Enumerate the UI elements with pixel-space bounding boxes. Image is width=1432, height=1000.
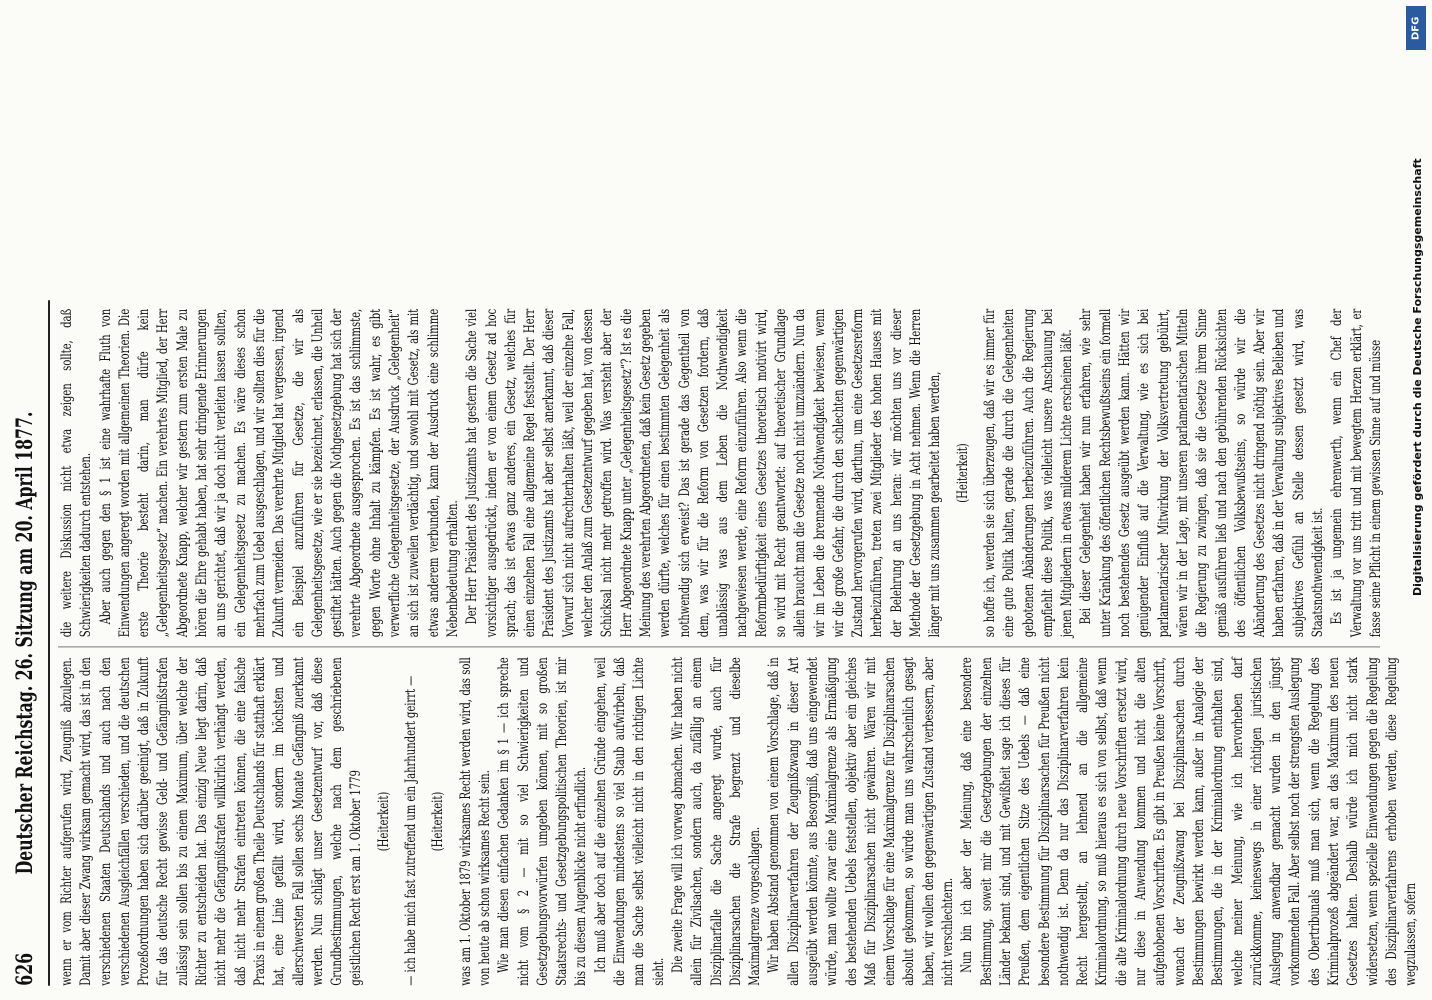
paragraph: Es ist ja ungemein ehrenwerth, wenn ein Chef der Verwaltung vor uns tritt und mit bewegtem Herzen erklärt, er fasse seine Pflicht in einem gewissen Sinne auf und müsse	[1329, 308, 1384, 638]
rotated-sheet	[0, 286, 1420, 1000]
page-number: 626	[12, 952, 38, 986]
dfg-logo: DFG	[1406, 6, 1426, 50]
interjection: (Heiterkeit)	[430, 791, 447, 852]
paragraph: Nun bin ich aber der Meinung, daß eine besondere Bestimmung, soweit mir die Gesetzgebungen der einzelnen Länder bekannt sind, und mit Gewißheit sage ich dieses für Preußen, dem eigentlichen Sitze des Uebels — daß eine besondere Bestimmung für Disziplinarsachen für Preußen nicht nothwendig ist. Denn da nur das Disziplinarverfahren kein Recht hergestellt, an lehnend an die allgemeine Kriminalordnung, so muß hieraus es sich von selbst, daß wenn die alte Kriminalordnung durch neue Vorschriften ersetzt wird, nur diese in Anwendung kommen und nicht die alten aufgehobenen Vorschriften. Es gibt in Preußen keine Vorschrift, wonach der Zeugnißzwang bei Disziplinarsachen durch Bestimmungen bewirkt werden kann, außer in Analogie der Bestimmungen, die in der Kriminalordnung enthalten sind, welche meiner Meinung, wie ich hervorheben darf zurückkomme, keineswegs in einer richtigen juristischen Auslegung anwendbar gemacht wurden in den jüngst vorkommenden Fall. Aber selbst noch der strengsten Auslegung des Obertribunals muß man sich, wenn die Regelung des Kriminalprozeß abgeändert war, an das Maximum des neuen Gesetzes halten. Deshalb würde ich mich nicht stark widersetzen, wenn spezielle Einwendungen gegen die Regelung des Disziplinarverfahrens erhoben werden, diese Regelung wegzulassen, sofern	[959, 657, 1420, 986]
paragraph: Wir haben Abstand genommen von einem Vorschlage, daß in allen Disziplinarverfahren der Zeugnißzwang in dieser Art ausgeübt werden könnte, aus Besorgniß, daß uns eingewendet würde, man wollte zwar eine Maximalgrenze als Ermäßigung des bestehenden Uebels feststellen, objektiv aber ein gleiches Maß für Disziplinarsachen nicht gewähren. Wären wir mit einem Vorschlage für eine Maximalgrenze für Disziplinarsachen absolut gekommen, so würde man uns wahrscheinlich gesagt haben, wir wollen den gegenwärtigen Zustand verbessern, aber nicht verschlechtern.	[766, 657, 957, 986]
header-rule	[48, 300, 50, 985]
page-header	[10, 300, 44, 985]
interjection: (Heiterkeit)	[375, 791, 392, 852]
page-title: Deutscher Reichstag. 26. Sitzung am 20. April 1877.	[12, 411, 38, 875]
right-column	[58, 308, 1384, 638]
digitization-sidebar	[1404, 0, 1430, 1000]
paragraph: so hoffe ich, werden sie sich überzeugen, daß wir es immer für eine gute Politik halten, gerade die durch die Gelegenheiten gebotenen Abänderungen herbeizuführen. Auch die Regierung empfiehlt diese Politik, was vielleicht unsere Anschauung bei jenen Mitgliedern in etwas milderem Lichte erscheinen läßt.	[981, 308, 1076, 638]
paragraph: Die zweite Frage will ich vorweg abmachen. Wir haben nicht allein für Zivilsachen, sondern auch, da zufällig an einem Disziplinarfalle die Sache angeregt wurde, auch für Disziplinarsachen die Strafe begrenzt und dieselbe Maximalgrenze vorgeschlagen.	[669, 657, 764, 986]
paragraph: Ich muß aber doch auf die einzelnen Gründe eingehen, weil die Einwendungen mindestens so viel Staub aufwirbeln, daß man die Sache selbst vielleicht nicht in den richtigen Lichte sieht.	[592, 657, 667, 986]
column-divider	[58, 647, 1380, 648]
interjection: (Heiterkeit)	[954, 443, 971, 503]
funding-credit: Digitalisierung gefördert durch die Deutsche Forschungsgemeinschaft	[1411, 158, 1424, 596]
paragraph: die weitere Diskussion nicht etwa zeigen sollte, daß Schwierigkeiten dadurch entstehen.	[59, 308, 95, 638]
paragraph: Der Herr Präsident des Justizamts hat gestern die Sache viel vorsichtiger ausgedrückt, indem er von einem Gesetz ad hoc sprach; das ist etwas ganz anderes, ein Gesetz, welches für einen einzelnen Fall eine allgemeine Regel feststellt. Der Herr Präsident des Justizamts hat aber selbst anerkannt, daß dieser Vorwurf sich nicht aufrechterhalten läßt, weil der einzelne Fall, welcher den Anlaß zum Gesetzentwurf gegeben hat, von dessen Schicksal nicht mehr getroffen wird. Was versteht aber der Herr Abgeordnete Knapp unter „Gelegenheitsgesetz“? Ist es die Meinung des verehrten Abgeordneten, daß kein Gesetz gegeben werden dürfte, welches für einen bestimmten Gelegenheit als nothwendig sich erweist? Das ist gerade das Gegentheil von dem, was wir für die Reform von Gesetzen fordern, daß unablässig was aus dem Leben die Nothwendigkeit nachgewiesen werde, eine Reform einzuführen. Also wenn die Reformbedürftigkeit eines Gesetzes theoretisch motivirt wird, so wird mit Recht geantwortet: auf theoretischer Grundlage allein braucht man die Gesetze noch nicht umzuändern. Nun da wir im Leben die brennende Nothwendigkeit bewiesen, wenn wir die große Gefahr, die durch den schlechten gegenwärtigen Zustand hervorgerufen wird, darthun, um eine Gesetzesreform herbeizuführen, treten zwei Mitglieder des hohen Hauses mit der Belehrung an uns heran: wir möchten uns vor dieser Methode der Gesetzgebung in Acht nehmen. Wenn die Herren länger mit uns zusammen gearbeitet haben werden,	[464, 308, 944, 638]
paragraph: — ich habe mich fast zutreffend um ein Jahrhundert geirrt —	[403, 675, 420, 986]
left-column	[58, 657, 1420, 986]
paragraph: Aber auch gegen den § 1 ist eine wahrhafte Fluth von Einwendungen angeregt worden mit allgemeinen Theorien. Die erste Theorie besteht darin, man dürfe kein „Gelegenheitsgesetz“ machen. Ein verehrtes Mitglied, der Herr Abgeordnete Knapp, welcher wir gestern zum ersten Male zu hören die Ehre gehabt haben, hat sehr dringende Erinnerungen an uns gerichtet, daß wir ja doch nicht verleiten lassen sollten, ein Gelegenheitsgesetz zu machen. Es wäre dieses schon mehrfach zum Uebel ausgeschlagen, und wir sollten dies für die Zukunft vermeiden. Das verehrte Mitglied hat vergessen, irgend ein Beispiel anzuführen für Gesetze, die wir als Gelegenheitsgesetze, wie er sie bezeichnet, erlassen, die Unheil gestiftet hätten. Auch gegen die Nothgesetzgebung hat sich der verehrte Abgeordnete ausgesprochen. Es ist das schlimmste, gegen Worte ohne Inhalt zu kämpfen. Es ist wahr, es gibt verwerfliche Gelegenheitsgesetze, der Ausdruck „Gelegenheit“ an sich ist zuweilen verdächtig, und sowohl mit Gesetz, als mit etwas anderem verbunden, kann der Ausdruck eine schlimme Nebenbedeutung erhalten.	[97, 308, 461, 638]
paragraph: was am 1. Oktober 1879 wirksames Recht werden wird, das soll von heute ab schon wirksames Recht sein.	[457, 657, 493, 986]
paragraph: Wie man diesen einfachen Gedanken im § 1 — ich spreche nicht vom § 2 — mit so viel Schwierigkeiten und Gesetzgebungsvorwürfen umgeben können, mit so großen Staatsrechts- und Gesetzgebungspolitischen Theorien, ist mir bis zu diesem Augenblicke nicht erfindlich.	[496, 657, 590, 986]
paragraph: wenn er vom Richter aufgerufen wird, Zeugniß abzulegen. Damit aber dieser Zwang wirksam gemacht wird, das ist in den verschiedenen Staaten Deutschlands und auch nach den verschiedenen Ausgleichfällen verschieden, und die deutschen Prozeßordnungen haben sich darüber geeinigt, daß in Zukunft für das deutsche Recht gewisse Geld- und Gefängnißstrafen zulässig sein sollen bis zu einem Maximum, über welche der Richter zu entscheiden hat. Das einzig Neue liegt darin, daß nicht mehr die Gefängnißstrafen willkürlich verhängt werden, daß nicht mehr Strafen eintreten können, die eine falsche Praxis in einem großen Theile Deutschlands für statthaft erklärt hat, eine Linie gefällt wird, sondern im höchsten und allerschwersten Fall sollen sechs Monate Gefängniß zuerkannt werden. Nun schlägt unser Gesetzentwurf vor, daß diese Grundbestimmungen, welche nach dem geschriebenen geistlichen Recht erst am 1. Oktober 1779	[59, 657, 365, 986]
paragraph: Bei dieser Gelegenheit haben wir nun erfahren, wie sehr unter Kränkung des öffentlichen Rechtsbewußtseins ein formell noch bestehendes Gesetz ausgeübt werden kann. Hätten wir genügender Einfluß auf die Verwaltung, wie es sich bei parlamentarischer Mitwirkung der Volksvertretung gebührt, wären wir in der Lage, mit unseren parlamentarischen Mitteln die Regierung zu zwingen, daß sie die Gesetze ihrem Sinne gemäß ausführen ließ und nach den gebührenden Rücksichten des öffentlichen Volksbewußtseins, so würde wir die Abänderung des Gesetzes nicht dringend nöthig sein. Aber wir haben erfahren, daß in der Verwaltung subjektives Belieben und subjektives Gefühl an Stelle dessen gesetzt wird, was Staatsnothwendigkeit ist.	[1078, 308, 1326, 638]
